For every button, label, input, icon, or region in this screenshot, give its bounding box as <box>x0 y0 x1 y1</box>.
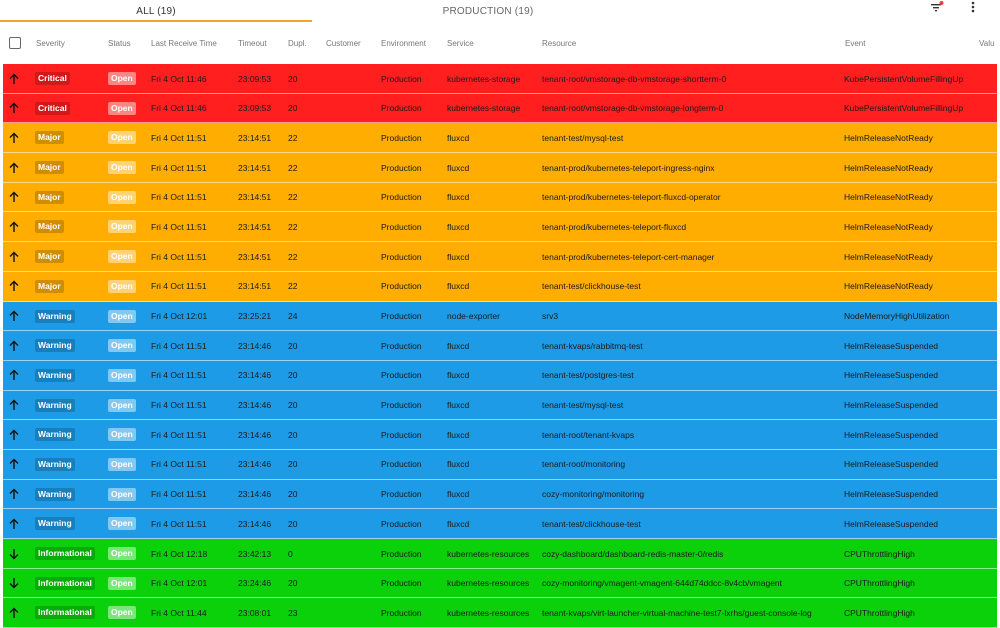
severity-badge: Warning <box>35 369 75 382</box>
status-badge: Open <box>108 131 136 144</box>
customer <box>323 509 378 538</box>
status-badge: Open <box>108 606 136 619</box>
table-row[interactable] <box>3 450 997 480</box>
resource: tenant-kvaps/rabbitmq-test <box>542 340 643 351</box>
severity-cell <box>35 391 105 420</box>
table-row[interactable] <box>3 331 997 361</box>
severity-badge: Warning <box>35 310 75 323</box>
service: fluxcd <box>447 400 470 411</box>
col-event[interactable]: Event <box>845 38 866 48</box>
timeout: 23:14:51 <box>238 221 272 232</box>
last-receive-time: Fri 4 Oct 11:51 <box>151 489 207 500</box>
resource: tenant-test/clickhouse-test <box>542 518 641 529</box>
last-receive-time: Fri 4 Oct 11:51 <box>151 340 207 351</box>
duplicate-count: 20 <box>288 459 298 470</box>
severity-badge: Critical <box>35 72 70 85</box>
severity-cell <box>35 450 105 479</box>
customer <box>323 272 378 301</box>
event: HelmReleaseNotReady <box>844 162 933 173</box>
select-all-checkbox[interactable] <box>9 30 21 56</box>
environment: Production <box>381 251 422 262</box>
customer <box>323 64 378 93</box>
service: kubernetes-storage <box>447 103 521 114</box>
event: KubePersistentVolumeFillingUp <box>844 73 964 84</box>
event: HelmReleaseSuspended <box>844 489 939 500</box>
status-cell <box>108 331 148 360</box>
severity-cell <box>35 94 105 123</box>
duplicate-count: 24 <box>288 311 298 321</box>
severity-badge: Warning <box>35 488 75 501</box>
status-badge: Open <box>108 577 136 590</box>
severity-cell <box>35 361 105 390</box>
severity-cell <box>35 212 105 241</box>
timeout: 23:14:51 <box>238 132 272 143</box>
status-badge: Open <box>108 161 136 174</box>
last-receive-time: Fri 4 Oct 11:51 <box>151 518 207 529</box>
severity-cell <box>35 183 105 212</box>
customer <box>323 302 378 331</box>
service: fluxcd <box>447 489 470 500</box>
status-badge: Open <box>108 280 136 293</box>
last-receive-time: Fri 4 Oct 11:51 <box>151 400 207 411</box>
status-badge: Open <box>108 428 136 441</box>
resource: tenant-prod/kubernetes-teleport-ingress-nginx <box>542 162 715 173</box>
arrow-up-icon <box>8 509 24 538</box>
severity-cell <box>35 509 105 538</box>
arrow-up-icon <box>8 183 24 212</box>
service: fluxcd <box>447 221 470 232</box>
severity-badge: Informational <box>35 606 95 619</box>
severity-badge: Informational <box>35 577 95 590</box>
severity-cell <box>35 123 105 152</box>
duplicate-count: 20 <box>288 103 298 114</box>
resource: tenant-prod/kubernetes-teleport-fluxcd-operator <box>542 192 721 203</box>
col-resource[interactable]: Resource <box>542 38 577 48</box>
duplicate-count: 20 <box>288 489 298 500</box>
event: HelmReleaseSuspended <box>844 429 939 440</box>
duplicate-count: 22 <box>288 192 298 203</box>
service: fluxcd <box>447 281 470 292</box>
status-cell <box>108 420 148 449</box>
col-severity[interactable]: Severity <box>36 38 65 48</box>
customer <box>323 450 378 479</box>
status-badge: Open <box>108 399 136 412</box>
environment: Production <box>381 548 422 559</box>
arrow-up-icon <box>8 64 24 93</box>
timeout: 23:14:46 <box>238 340 272 351</box>
duplicate-count: 20 <box>288 578 298 589</box>
arrow-up-icon <box>8 123 24 152</box>
tab-production[interactable] <box>332 0 644 22</box>
arrow-up-icon <box>8 272 24 301</box>
timeout: 23:08:01 <box>238 607 272 618</box>
severity-badge: Major <box>35 220 64 233</box>
severity-cell <box>35 539 105 568</box>
col-status[interactable]: Status <box>108 38 131 48</box>
table-row[interactable] <box>3 361 997 391</box>
resource: tenant-root/vmstorage-db-vmstorage-shortterm-0 <box>542 73 727 84</box>
timeout: 23:14:51 <box>238 192 272 203</box>
environment: Production <box>381 132 422 143</box>
last-receive-time: Fri 4 Oct 12:18 <box>151 548 208 559</box>
arrow-up-icon <box>8 242 24 271</box>
status-cell <box>108 94 148 123</box>
resource: cozy-monitoring/monitoring <box>542 489 645 500</box>
status-badge: Open <box>108 339 136 352</box>
timeout: 23:09:53 <box>238 73 272 84</box>
status-cell <box>108 480 148 509</box>
environment: Production <box>381 281 422 292</box>
checkbox-box[interactable] <box>9 37 21 49</box>
environment: Production <box>381 489 422 500</box>
status-cell <box>108 123 148 152</box>
status-cell <box>108 64 148 93</box>
timeout: 23:14:46 <box>238 489 272 500</box>
table-row[interactable] <box>3 569 997 599</box>
service: fluxcd <box>447 132 470 143</box>
tab-production-label: PRODUCTION (19) <box>442 5 534 17</box>
filter-icon[interactable] <box>930 0 944 14</box>
duplicate-count: 22 <box>288 132 298 143</box>
customer <box>323 361 378 390</box>
arrow-up-icon <box>8 361 24 390</box>
last-receive-time: Fri 4 Oct 11:51 <box>151 162 207 173</box>
duplicate-count: 22 <box>288 251 298 262</box>
environment: Production <box>381 578 422 589</box>
customer <box>323 480 378 509</box>
table-row[interactable] <box>3 509 997 539</box>
resource: tenant-prod/kubernetes-teleport-fluxcd <box>542 221 687 232</box>
timeout: 23:09:53 <box>238 103 272 114</box>
resource: tenant-kvaps/virt-launcher-virtual-machine-test7-lxrhs/guest-console-log <box>542 607 812 618</box>
status-cell <box>108 450 148 479</box>
arrow-up-icon <box>8 331 24 360</box>
service: kubernetes-resources <box>447 548 530 559</box>
customer <box>323 420 378 449</box>
service: kubernetes-resources <box>447 578 530 589</box>
timeout: 23:14:46 <box>238 518 272 529</box>
service: fluxcd <box>447 162 470 173</box>
arrow-up-icon <box>8 420 24 449</box>
timeout: 23:14:46 <box>238 370 272 381</box>
status-cell <box>108 598 148 627</box>
customer <box>323 391 378 420</box>
resource: srv3 <box>542 311 559 321</box>
event: KubePersistentVolumeFillingUp <box>844 103 964 114</box>
status-cell <box>108 539 148 568</box>
customer <box>323 212 378 241</box>
customer <box>323 94 378 123</box>
arrow-up-icon <box>8 94 24 123</box>
event: HelmReleaseNotReady <box>844 192 933 203</box>
severity-badge: Warning <box>35 399 75 412</box>
duplicate-count: 20 <box>288 400 298 411</box>
last-receive-time: Fri 4 Oct 11:51 <box>151 221 207 232</box>
customer <box>323 183 378 212</box>
duplicate-count: 20 <box>288 73 298 84</box>
arrow-up-icon <box>8 153 24 182</box>
service: fluxcd <box>447 459 470 470</box>
table-row[interactable] <box>3 64 997 94</box>
severity-badge: Major <box>35 280 64 293</box>
customer <box>323 539 378 568</box>
customer <box>323 331 378 360</box>
col-value[interactable]: Valu <box>979 38 995 48</box>
timeout: 23:14:46 <box>238 429 272 440</box>
table-row[interactable] <box>3 539 997 569</box>
resource: tenant-test/mysql-test <box>542 132 624 143</box>
col-service[interactable]: Service <box>447 38 474 48</box>
table-row[interactable] <box>3 212 997 242</box>
environment: Production <box>381 73 422 84</box>
status-cell <box>108 212 148 241</box>
table-header <box>0 30 1000 56</box>
resource: tenant-test/postgres-test <box>542 370 634 381</box>
service: fluxcd <box>447 340 470 351</box>
timeout: 23:14:51 <box>238 251 272 262</box>
last-receive-time: Fri 4 Oct 11:46 <box>151 103 207 114</box>
event: CPUThrottlingHigh <box>844 607 915 618</box>
duplicate-count: 20 <box>288 429 298 440</box>
timeout: 23:14:51 <box>238 162 272 173</box>
status-badge: Open <box>108 220 136 233</box>
resource: tenant-root/monitoring <box>542 459 626 470</box>
service: fluxcd <box>447 251 470 262</box>
service: fluxcd <box>447 518 470 529</box>
col-timeout[interactable]: Timeout <box>238 38 267 48</box>
service: fluxcd <box>447 192 470 203</box>
event: HelmReleaseSuspended <box>844 340 939 351</box>
severity-badge: Warning <box>35 428 75 441</box>
duplicate-count: 23 <box>288 607 298 618</box>
last-receive-time: Fri 4 Oct 11:51 <box>151 370 207 381</box>
service: kubernetes-resources <box>447 607 530 618</box>
status-cell <box>108 391 148 420</box>
timeout: 23:24:46 <box>238 578 272 589</box>
table-row[interactable] <box>3 391 997 421</box>
resource: tenant-prod/kubernetes-teleport-cert-manager <box>542 251 715 262</box>
arrow-up-icon <box>8 391 24 420</box>
severity-badge: Critical <box>35 102 70 115</box>
status-badge: Open <box>108 72 136 85</box>
status-badge: Open <box>108 488 136 501</box>
resource: cozy-dashboard/dashboard-redis-master-0/redis <box>542 548 724 559</box>
arrow-up-icon <box>8 212 24 241</box>
severity-badge: Major <box>35 161 64 174</box>
severity-badge: Major <box>35 191 64 204</box>
status-badge: Open <box>108 369 136 382</box>
severity-badge: Warning <box>35 458 75 471</box>
severity-cell <box>35 598 105 627</box>
environment: Production <box>381 221 422 232</box>
event: HelmReleaseSuspended <box>844 518 939 529</box>
severity-badge: Major <box>35 250 64 263</box>
event: NodeMemoryHighUtilization <box>844 311 950 321</box>
table-row[interactable] <box>3 480 997 510</box>
service: node-exporter <box>447 311 500 321</box>
service: fluxcd <box>447 429 470 440</box>
col-last-receive-time[interactable]: Last Receive Time <box>151 38 217 48</box>
alerts-table-body <box>3 64 997 628</box>
table-row[interactable] <box>3 183 997 213</box>
last-receive-time: Fri 4 Oct 11:44 <box>151 607 207 618</box>
timeout: 23:14:51 <box>238 281 272 292</box>
severity-badge: Warning <box>35 517 75 530</box>
status-badge: Open <box>108 547 136 560</box>
status-badge: Open <box>108 310 136 323</box>
severity-cell <box>35 480 105 509</box>
environment: Production <box>381 518 422 529</box>
service: kubernetes-storage <box>447 73 521 84</box>
timeout: 23:14:46 <box>238 459 272 470</box>
table-row[interactable] <box>3 420 997 450</box>
duplicate-count: 20 <box>288 370 298 381</box>
timeout: 23:14:46 <box>238 400 272 411</box>
duplicate-count: 22 <box>288 281 298 292</box>
severity-cell <box>35 331 105 360</box>
event: HelmReleaseNotReady <box>844 251 933 262</box>
environment: Production <box>381 340 422 351</box>
severity-badge: Informational <box>35 547 95 560</box>
resource: tenant-root/vmstorage-db-vmstorage-longterm-0 <box>542 103 724 114</box>
table-row[interactable] <box>3 94 997 124</box>
environment: Production <box>381 311 422 321</box>
table-row[interactable] <box>3 123 997 153</box>
col-dupl[interactable]: Dupl. <box>288 38 307 48</box>
last-receive-time: Fri 4 Oct 11:46 <box>151 73 207 84</box>
environment: Production <box>381 400 422 411</box>
event: HelmReleaseSuspended <box>844 459 939 470</box>
last-receive-time: Fri 4 Oct 12:01 <box>151 311 208 321</box>
active-tab-indicator <box>0 20 312 22</box>
status-badge: Open <box>108 458 136 471</box>
status-badge: Open <box>108 250 136 263</box>
col-customer[interactable]: Customer <box>326 38 361 48</box>
status-cell <box>108 272 148 301</box>
customer <box>323 242 378 271</box>
event: HelmReleaseSuspended <box>844 370 939 381</box>
duplicate-count: 20 <box>288 518 298 529</box>
duplicate-count: 22 <box>288 221 298 232</box>
last-receive-time: Fri 4 Oct 11:51 <box>151 429 207 440</box>
status-badge: Open <box>108 517 136 530</box>
customer <box>323 569 378 598</box>
severity-badge: Warning <box>35 339 75 352</box>
status-cell <box>108 569 148 598</box>
customer <box>323 598 378 627</box>
last-receive-time: Fri 4 Oct 11:51 <box>151 251 207 262</box>
event: HelmReleaseNotReady <box>844 132 933 143</box>
resource: cozy-monitoring/vmagent-vmagent-644d74ddcc-8v4cb/vmagent <box>542 578 783 589</box>
last-receive-time: Fri 4 Oct 11:51 <box>151 281 207 292</box>
duplicate-count: 20 <box>288 340 298 351</box>
arrow-down-icon <box>8 539 24 568</box>
table-row[interactable] <box>3 598 997 628</box>
resource: tenant-root/tenant-kvaps <box>542 429 635 440</box>
customer <box>323 153 378 182</box>
last-receive-time: Fri 4 Oct 11:51 <box>151 459 207 470</box>
status-badge: Open <box>108 102 136 115</box>
severity-cell <box>35 153 105 182</box>
more-vert-icon[interactable] <box>966 0 980 14</box>
last-receive-time: Fri 4 Oct 11:51 <box>151 192 207 203</box>
service: fluxcd <box>447 370 470 381</box>
duplicate-count: 0 <box>288 548 293 559</box>
arrow-up-icon <box>8 450 24 479</box>
event: HelmReleaseNotReady <box>844 221 933 232</box>
environment: Production <box>381 370 422 381</box>
col-environment[interactable]: Environment <box>381 38 426 48</box>
environment: Production <box>381 103 422 114</box>
event: HelmReleaseSuspended <box>844 400 939 411</box>
duplicate-count: 22 <box>288 162 298 173</box>
resource: tenant-test/mysql-test <box>542 400 624 411</box>
status-cell <box>108 509 148 538</box>
arrow-up-icon <box>8 302 24 331</box>
table-row[interactable] <box>3 302 997 332</box>
severity-cell <box>35 64 105 93</box>
severity-cell <box>35 272 105 301</box>
status-cell <box>108 183 148 212</box>
status-cell <box>108 242 148 271</box>
event: CPUThrottlingHigh <box>844 548 915 559</box>
arrow-down-icon <box>8 569 24 598</box>
timeout: 23:42:13 <box>238 548 272 559</box>
tab-all-label: ALL (19) <box>136 5 176 17</box>
tab-all[interactable] <box>0 0 312 22</box>
arrow-up-icon <box>8 598 24 627</box>
status-cell <box>108 302 148 331</box>
status-cell <box>108 361 148 390</box>
status-cell <box>108 153 148 182</box>
environment: Production <box>381 192 422 203</box>
last-receive-time: Fri 4 Oct 11:51 <box>151 132 207 143</box>
timeout: 23:25:21 <box>238 311 272 321</box>
severity-cell <box>35 569 105 598</box>
severity-cell <box>35 242 105 271</box>
table-row[interactable] <box>3 272 997 302</box>
environment: Production <box>381 607 422 618</box>
last-receive-time: Fri 4 Oct 12:01 <box>151 578 208 589</box>
severity-cell <box>35 302 105 331</box>
event: CPUThrottlingHigh <box>844 578 915 589</box>
tab-bar <box>0 0 1000 22</box>
status-badge: Open <box>108 191 136 204</box>
severity-cell <box>35 420 105 449</box>
arrow-up-icon <box>8 480 24 509</box>
table-row[interactable] <box>3 153 997 183</box>
event: HelmReleaseNotReady <box>844 281 933 292</box>
environment: Production <box>381 459 422 470</box>
environment: Production <box>381 162 422 173</box>
resource: tenant-test/clickhouse-test <box>542 281 641 292</box>
table-row[interactable] <box>3 242 997 272</box>
environment: Production <box>381 429 422 440</box>
severity-badge: Major <box>35 131 64 144</box>
customer <box>323 123 378 152</box>
